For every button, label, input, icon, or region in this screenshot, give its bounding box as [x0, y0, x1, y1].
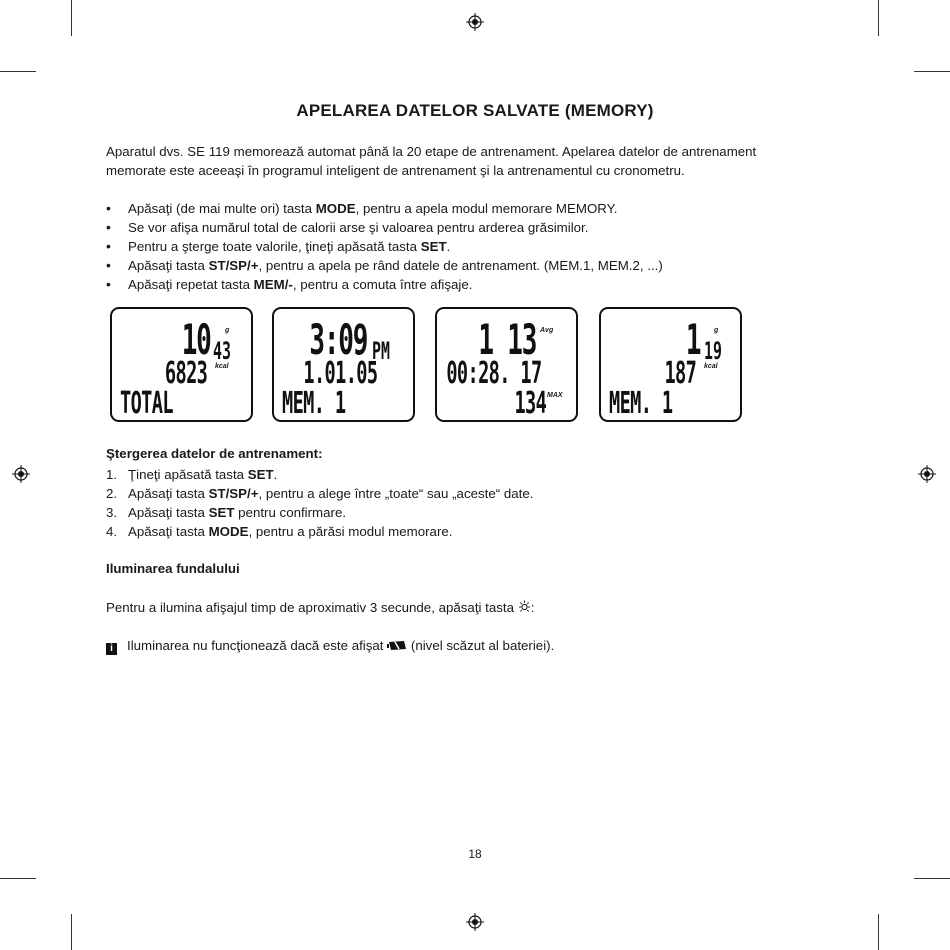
steps-list	[106, 465, 533, 541]
lcd-display-total	[110, 307, 253, 422]
light-icon	[518, 600, 531, 613]
key-name: SET	[420, 239, 447, 254]
list-item: • Apăsaţi (de mai multe ori) tasta MODE, pentru a apela modul memorare MEMORY.	[106, 199, 663, 218]
lcd-mid-value: 187	[664, 356, 696, 391]
lcd-small-value: 43	[213, 337, 231, 365]
registration-mark-icon	[466, 13, 484, 31]
page-number: 18	[468, 847, 482, 861]
key-name: SET	[247, 467, 274, 482]
registration-mark-icon	[12, 465, 30, 483]
list-item: 1. Ţineţi apăsată tasta SET.	[106, 467, 278, 482]
backlight-text: Pentru a ilumina afişajul timp de aproximativ 3 secunde, apăsaţi tasta :	[106, 600, 535, 615]
lcd-big-value: 1	[685, 315, 700, 364]
crop-mark	[71, 914, 72, 950]
lcd-display-date	[272, 307, 415, 422]
list-item: 3. Apăsaţi tasta SET pentru confirmare.	[106, 505, 347, 520]
key-name: MEM/-	[253, 277, 293, 292]
intro-line: Aparatul dvs. SE 119 memorează automat până la 20 etape de antrenament. Apelarea datelor de antrenament	[106, 144, 757, 159]
lcd-unit: kcal	[704, 363, 718, 370]
lcd-display-mem	[599, 307, 742, 422]
lcd-mid-value: 00:28. 17	[446, 356, 542, 391]
lcd-unit: kcal	[215, 363, 229, 370]
key-name: SET	[208, 505, 235, 520]
crop-mark	[71, 0, 72, 36]
key-name: MODE	[208, 524, 249, 539]
lcd-unit: Avg	[540, 327, 554, 334]
lcd-display-heart-rate	[435, 307, 578, 422]
low-battery-icon	[387, 640, 407, 651]
key-name: ST/SP/+	[208, 258, 259, 273]
lcd-mid-value: 1.01.05	[302, 356, 377, 391]
list-item: • Apăsaţi tasta ST/SP/+, pentru a apela pe rând datele de antrenament. (MEM.1, MEM.2, ...)	[106, 256, 663, 275]
note	[106, 636, 554, 655]
crop-mark	[878, 914, 879, 950]
list-item: 4. Apăsaţi tasta MODE, pentru a părăsi modul memorare.	[106, 524, 453, 539]
lcd-bottom-value: 134	[514, 386, 546, 421]
instruction-list	[106, 199, 663, 294]
list-item: • Se vor afişa numărul total de calorii arse şi valoarea pentru arderea grăsimilor.	[106, 218, 663, 237]
key-name: MODE	[315, 201, 356, 216]
registration-mark-icon	[918, 465, 936, 483]
page-title: APELAREA DATELOR SALVATE (MEMORY)	[296, 101, 654, 120]
section-heading: Ştergerea datelor de antrenament:	[106, 446, 323, 461]
lcd-bottom-text: MEM. 1	[282, 386, 346, 421]
list-item: 2. Apăsaţi tasta ST/SP/+, pentru a alege între „toate“ sau „aceste“ date.	[106, 486, 534, 501]
intro-line: memorate este aceeaşi în programul inteligent de antrenament şi la antrenamentul cu cronometru.	[106, 163, 685, 178]
key-name: ST/SP/+	[208, 486, 259, 501]
note-text: Iluminarea nu funcţionează dacă este afişat	[127, 638, 384, 653]
lcd-unit: g	[225, 327, 230, 334]
lcd-big-value: 3:09	[309, 315, 367, 364]
lcd-small-value: 19	[704, 337, 722, 365]
lcd-small-value: PM	[372, 337, 390, 365]
lcd-big-value: 10	[182, 315, 211, 364]
crop-mark	[914, 71, 950, 72]
info-icon: i	[106, 643, 117, 655]
note-text: (nivel scăzut al bateriei).	[410, 638, 555, 653]
crop-mark	[0, 878, 36, 879]
lcd-big-value: 1 13	[478, 315, 536, 364]
crop-mark	[914, 878, 950, 879]
lcd-bottom-text: TOTAL	[120, 386, 173, 421]
section-heading: Iluminarea fundalului	[106, 561, 240, 576]
crop-mark	[878, 0, 879, 36]
lcd-unit: MAX	[547, 392, 563, 399]
lcd-mid-value: 6823	[164, 356, 207, 391]
list-item: • Apăsaţi repetat tasta MEM/-, pentru a comuta între afişaje.	[106, 275, 663, 294]
crop-mark	[0, 71, 36, 72]
list-item: • Pentru a şterge toate valorile, ţineţi apăsată tasta SET.	[106, 237, 663, 256]
registration-mark-icon	[466, 913, 484, 931]
lcd-unit: g	[714, 327, 719, 334]
lcd-bottom-text: MEM. 1	[609, 386, 673, 421]
